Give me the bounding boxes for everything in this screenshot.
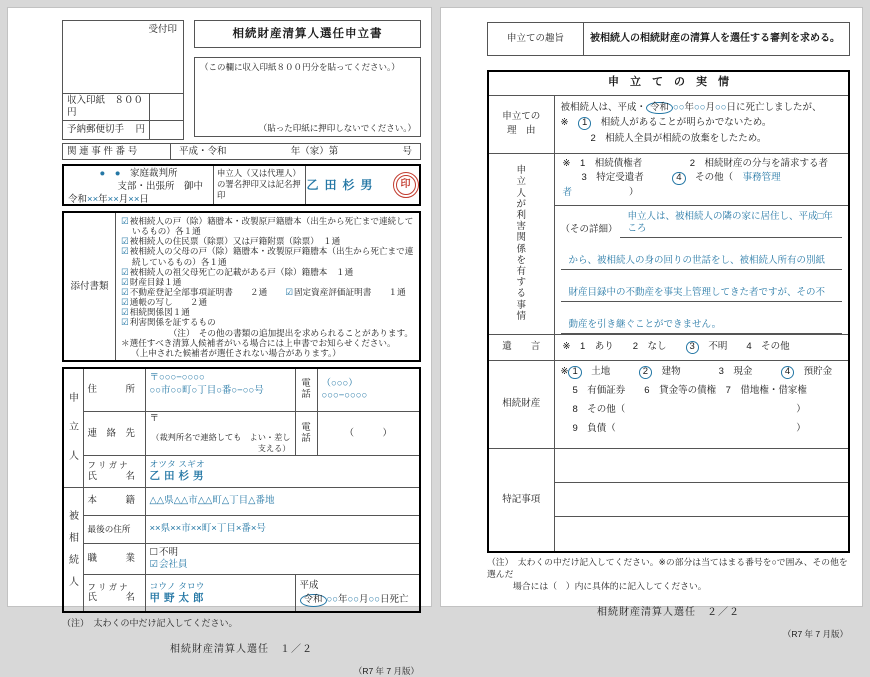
attachment-item-label: 財産目録１通 <box>129 276 182 287</box>
applicant-kana: オツタ スギオ <box>149 459 205 470</box>
occupation-unknown-label: 不明 <box>159 546 179 558</box>
detail-text: 申立人は、被相続人の隣の家に居住し、平成□年ころ <box>620 211 842 238</box>
revenue-stamp-label: 収入印紙 ８００ 円 <box>67 95 153 118</box>
signature-instruction-cell: 申立人（又は代理人）の署名押印又は記名押印 <box>214 166 306 204</box>
page1-note: （注） 太わくの中だけ記入してください。 <box>62 618 238 629</box>
checkbox-empty-icon <box>150 547 160 558</box>
court-signature-row <box>62 164 421 206</box>
special-notes-row <box>488 448 849 552</box>
attachment-item <box>121 297 415 307</box>
attachment-item-label: 被相続人の父母の戸（除）籍謄本・改製原戸籍謄本（出生から死亡まで連続しているもの）各１通 <box>129 246 414 267</box>
form-page-2 <box>440 7 863 640</box>
court-name-cell <box>64 166 214 204</box>
death-date-cell <box>295 574 420 612</box>
case-era-label: 平成・令和 <box>179 145 227 157</box>
interest-options <box>555 154 849 206</box>
filing-date: 令和××年××月××日 <box>68 193 149 205</box>
kana-label: フ リ ガ ナ <box>87 581 128 592</box>
last-address-label: 最後の住所 <box>83 515 145 543</box>
checkbox-checked-icon <box>121 246 130 256</box>
interest-row <box>488 153 849 334</box>
address-value-cell <box>145 368 295 412</box>
address-zip: 〒○○○−○○○○ <box>149 371 205 383</box>
applicant-signature: 乙田杉男 <box>306 177 379 192</box>
phone-number: ○○○−○○○○ <box>321 390 368 402</box>
petition-purpose-row <box>487 22 850 56</box>
contact-phone-value: （ ） <box>317 412 420 455</box>
revenue-stamp-area <box>194 57 421 137</box>
postage-label: 予納郵便切手 <box>67 124 125 136</box>
occupation-value: 会社員 <box>159 558 188 570</box>
postage-yen-label: 円 <box>135 124 145 136</box>
last-address-value: ××県××市××町×丁目×番×号 <box>145 515 420 543</box>
reason-line1: 被相続人は、平成・ 令和 ○○年○○月○○日に死亡しましたが、 <box>560 101 822 113</box>
attachment-item-label: 相続関係図１通 <box>129 307 190 318</box>
court-name-line: ● ● 家庭裁判所 <box>99 168 178 179</box>
address-line: ○○市○○町○丁目○番○−○○号 <box>149 385 264 397</box>
applicant-group-cell <box>63 368 83 487</box>
decedent-name-row <box>63 574 420 612</box>
decedent-group-label: 被相続人 <box>69 510 79 588</box>
will-label: 遺 言 <box>488 334 554 360</box>
interest-detail-line <box>555 302 849 334</box>
purpose-text: 被相続人の相続財産の清算人を選任する審判を求める。 <box>590 32 840 44</box>
attachment-item <box>121 267 415 277</box>
applicant-name-cell <box>145 455 420 487</box>
attachments-note-1: （注） その他の書類の追加提出を求められることがあります。 <box>168 327 413 338</box>
domicile-label: 本 籍 <box>83 487 145 515</box>
page1-version: （R7 年 7 月版） <box>353 666 419 677</box>
estate-line2: 5 有価証券 6 貸金等の債権 7 借地権・借家権 <box>572 384 807 396</box>
interest-option-line2: 3 特定受遺者 4 その他（ 事務管理者 ） <box>562 172 781 198</box>
attachment-item-label: 被相続人の住民票（除票）又は戸籍附票（除票） １通 <box>129 236 341 247</box>
postage-empty-cell <box>149 121 183 139</box>
occupation-label: 職 業 <box>83 543 145 574</box>
interest-detail-line <box>555 238 849 270</box>
phone-value-cell <box>317 368 420 412</box>
contact-label: 連 絡 先 <box>83 412 145 455</box>
estate-label: 相続財産 <box>488 360 554 448</box>
phone-label: 電話 <box>301 378 311 401</box>
applicant-contact-row <box>63 412 420 455</box>
revenue-stamp-row <box>63 93 183 120</box>
case-year-label: 年（家）第 <box>290 145 339 157</box>
case-number-suffix: 号 <box>402 145 412 157</box>
estate-line3: 8 その他（ ） <box>572 403 806 415</box>
page2-note <box>487 557 850 593</box>
receipt-stamp-column <box>62 20 184 140</box>
attachments-label: 添付書類 <box>64 213 116 360</box>
interest-option-line1: ※ 1 相続債権者 2 相続財産の分与を請求する者 <box>562 157 829 169</box>
address-label: 住 所 <box>83 368 145 412</box>
attachment-item-label: 利害関係を証するもの <box>129 317 216 328</box>
decedent-group-cell <box>63 487 83 612</box>
petition-details-table <box>487 70 850 553</box>
checkbox-checked-icon <box>121 267 130 277</box>
attachment-item <box>121 246 415 266</box>
applicant-group-label: 申立人 <box>69 393 79 463</box>
stamp-area-note-bottom: （貼った印紙に押印しないでください。） <box>258 122 416 133</box>
related-case-label: 関 連 事 件 番 号 <box>63 144 171 159</box>
reason-line2: ※ 1 相続人があることが明らかでないため。 <box>560 117 772 129</box>
detail-label: （その詳細） <box>560 223 618 235</box>
will-options: ※ 1 あり 2 なし 3 不明 4 その他 <box>554 334 849 360</box>
reason-label-line1: 申立ての <box>502 110 541 122</box>
attachment-item <box>121 307 415 317</box>
death-date: 令和 ○○年○○月○○日死亡 <box>300 593 416 607</box>
attachment-item-label: 固定資産評価証明書 １通 <box>293 286 406 297</box>
signature-cell <box>306 166 419 204</box>
contact-value-cell <box>145 412 295 455</box>
applicant-address-row <box>63 368 420 412</box>
occupation-value-cell <box>145 543 420 574</box>
checkbox-checked-icon <box>121 216 130 226</box>
attachment-item-label: 被相続人の祖父母死亡の記載がある戸（除）籍謄本 １通 <box>129 266 354 277</box>
postage-row <box>63 120 183 139</box>
receipt-stamp-box <box>62 20 184 140</box>
checkbox-checked-icon <box>150 559 160 570</box>
checkbox-checked-icon <box>121 287 130 297</box>
revenue-stamp-empty-cell <box>149 94 183 120</box>
name-label: 氏 名 <box>87 470 136 482</box>
purpose-label: 申立ての趣旨 <box>488 23 584 55</box>
special-notes-blank-line <box>555 483 849 517</box>
interest-label: 申立人が利害関係を有する事情 <box>516 165 526 322</box>
page2-note-line2: 場合には（ ）内に具体的に記入してください。 <box>513 580 707 591</box>
contact-phone-label-cell <box>295 412 317 455</box>
name-label: 氏 名 <box>87 592 136 604</box>
contact-zip: 〒 <box>149 413 160 425</box>
detail-text: から、被相続人の身の回りの世話をし、被相続人所有の別紙 <box>561 255 843 270</box>
applicant-name-row <box>63 455 420 487</box>
attachments-section <box>62 211 421 362</box>
attachments-note-2: ＊選任すべき清算人候補者がいる場合には上申書でお知らせください。 <box>121 337 396 348</box>
checkbox-checked-icon <box>121 307 130 317</box>
details-title: 申 立 て の 実 情 <box>488 71 849 95</box>
applicant-name: 乙田杉男 <box>149 470 208 483</box>
kana-label: フ リ ガ ナ <box>87 460 128 471</box>
special-notes-blank-line <box>555 449 849 483</box>
attachment-item-pair <box>121 287 415 297</box>
decedent-kana: コウノ タロウ <box>149 581 205 592</box>
estate-line1: ※ 1 土地 2 建物 3 現金 4 預貯金 <box>560 365 833 377</box>
decedent-name: 甲野太郎 <box>149 592 208 605</box>
special-notes-blank-line <box>555 517 849 551</box>
phone-label-cell <box>295 368 317 412</box>
related-case-number-row <box>62 143 421 160</box>
receipt-stamp-label: 受付印 <box>148 24 177 35</box>
stamp-area-note-top: （この欄に収入印紙８００円分を貼ってください。） <box>200 62 400 73</box>
checkbox-checked-icon <box>285 287 294 297</box>
checkbox-checked-icon <box>121 297 130 307</box>
checkbox-checked-icon <box>121 277 130 287</box>
details-header-row <box>488 71 849 95</box>
page2-footer: 相続財産清算人選任 ２／２ <box>597 606 740 618</box>
phone-label: 電話 <box>301 421 311 444</box>
will-row <box>488 334 849 360</box>
checkbox-checked-icon <box>121 236 130 246</box>
checkbox-checked-icon <box>121 317 130 327</box>
seal-stamp-character: 印 <box>396 175 416 195</box>
attachment-item-label: 被相続人の戸（除）籍謄本・改製原戸籍謄本（出生から死亡まで連続しているもの）各１通 <box>129 216 414 237</box>
attachment-item-label: 不動産登記全部事項証明書 ２通 <box>129 286 268 297</box>
seal-stamp-icon <box>393 172 419 198</box>
page1-header <box>62 20 421 140</box>
estate-line4: 9 負債（ ） <box>572 422 806 434</box>
court-branch-line: 支部・出張所 御中 <box>117 180 203 192</box>
attachment-item-label: 通帳の写し ２通 <box>129 297 208 308</box>
page2-note-line1: （注） 太わくの中だけ記入してください。※の部分は当てはまる番号を○で囲み、その他を選んだ <box>487 557 848 580</box>
estate-row <box>488 360 849 448</box>
reason-row <box>488 95 849 153</box>
attachment-item <box>121 236 415 246</box>
detail-text: 動産を引き継ぐことができません。 <box>561 319 843 334</box>
interest-detail-line <box>555 270 849 302</box>
reason-label-line2: 理 由 <box>506 125 536 136</box>
phone-area: （○○○） <box>321 378 358 390</box>
page2-version: （R7 年 7 月版） <box>782 629 848 640</box>
attachments-note-3: （上申された候補者が選任されない場合があります。） <box>131 347 341 358</box>
party-information-table <box>62 367 421 613</box>
attachment-item <box>121 317 415 327</box>
contact-note: （裁判所名で連絡しても よい・差し支える） <box>151 433 291 453</box>
attachment-item <box>121 216 415 236</box>
reason-line3: 2 相続人全員が相続の放棄をしたため。 <box>590 133 767 145</box>
decedent-domicile-row <box>63 487 420 515</box>
document-title: 相続財産清算人選任申立書 <box>194 20 421 48</box>
decedent-occupation-row <box>63 543 420 574</box>
decedent-last-address-row <box>63 515 420 543</box>
detail-text: 財産目録中の不動産を事実上管理してきた者ですが、その不 <box>561 287 843 302</box>
decedent-name-cell <box>145 574 295 612</box>
form-page-1 <box>7 7 432 677</box>
interest-detail-line <box>555 206 849 238</box>
special-notes-label: 特記事項 <box>488 448 554 552</box>
attachment-item <box>121 277 415 287</box>
death-era-heisei: 平成 <box>299 579 319 591</box>
domicile-value: △△県△△市△△町△丁目△番地 <box>145 487 420 515</box>
page1-footer: 相続財産清算人選任 １／２ <box>170 643 313 655</box>
